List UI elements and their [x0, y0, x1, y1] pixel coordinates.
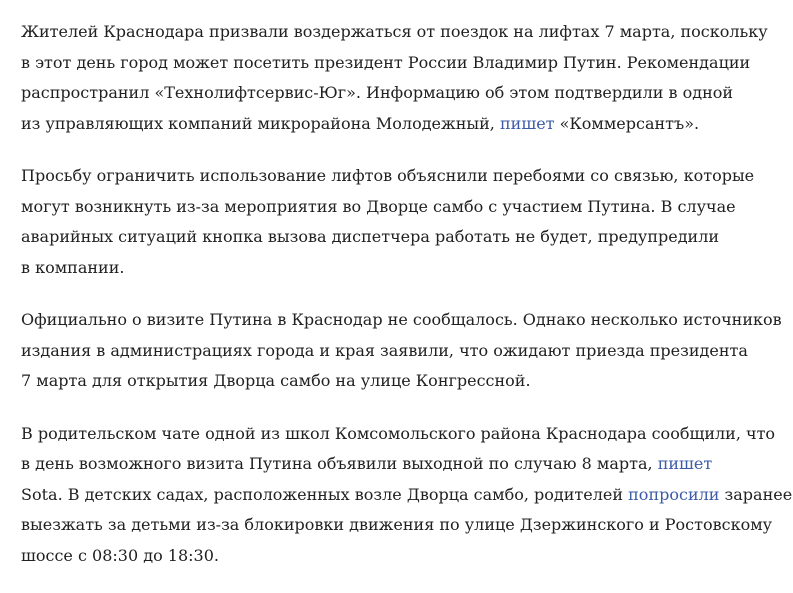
text-fragment: аварийных ситуаций кнопка вызова диспетчера работать не будет, предупредили [21, 227, 720, 246]
text-fragment: выезжать за детьми из-за блокировки движения по улице Дзержинского и Ростовскому [21, 515, 773, 534]
text-line [21, 449, 793, 480]
text-line [21, 253, 793, 284]
text-line [21, 78, 793, 109]
text-line [21, 541, 793, 572]
article-body [21, 17, 793, 593]
text-fragment: могут возникнуть из-за мероприятия во Дворце самбо с участием Путина. В случае [21, 196, 736, 216]
text-fragment: из управляющих компаний микрорайона Молодежный, [21, 113, 500, 133]
text-fragment: Жителей Краснодара призвали воздержаться от поездок на лифтах 7 марта, поскольку [21, 22, 768, 41]
text-fragment: шоссе с 08:30 до 18:30. [21, 545, 219, 565]
text-line [21, 510, 793, 541]
source-link[interactable]: попросили [628, 484, 720, 504]
text-line [21, 419, 793, 450]
text-line [21, 222, 793, 253]
text-fragment: В родительском чате одной из школ Комсомольского района Краснодара сообщили, что [21, 423, 776, 443]
text-line [21, 17, 793, 48]
text-fragment: в компании. [21, 257, 125, 277]
text-fragment: в этот день город может посетить президент России Владимир Путин. Рекомендации [21, 52, 751, 72]
text-fragment: распространил «Технолифтсервис-Юг». Информацию об этом подтвердили в одной [21, 83, 734, 102]
article-paragraph [21, 161, 793, 283]
text-fragment: Официально о визите Путина в Краснодар не сообщалось. Однако несколько источников [21, 310, 782, 329]
text-fragment: Sota. В детских садах, расположенных возле Дворца самбо, родителей [21, 484, 629, 504]
text-line [21, 109, 793, 140]
text-line [21, 480, 793, 511]
text-fragment: издания в администрациях города и края заявили, что ожидают приезда президента [21, 340, 748, 360]
article-paragraph [21, 305, 793, 397]
text-line [21, 305, 793, 336]
article-paragraph [21, 419, 793, 572]
source-link[interactable]: пишет [499, 113, 555, 133]
article-paragraph [21, 17, 793, 139]
text-line [21, 161, 793, 192]
text-line [21, 192, 793, 223]
text-fragment: заранее [719, 484, 793, 504]
text-fragment: 7 марта для открытия Дворца самбо на улице Конгрессной. [21, 371, 531, 390]
text-fragment: в день возможного визита Путина объявили выходной по случаю 8 марта, [21, 454, 658, 473]
text-line [21, 366, 793, 397]
text-line [21, 336, 793, 367]
text-fragment: Просьбу ограничить использование лифтов объяснили перебоями со связью, которые [21, 166, 755, 185]
source-link[interactable]: пишет [657, 454, 713, 473]
text-fragment: «Коммерсантъ». [554, 113, 700, 133]
text-line [21, 48, 793, 79]
